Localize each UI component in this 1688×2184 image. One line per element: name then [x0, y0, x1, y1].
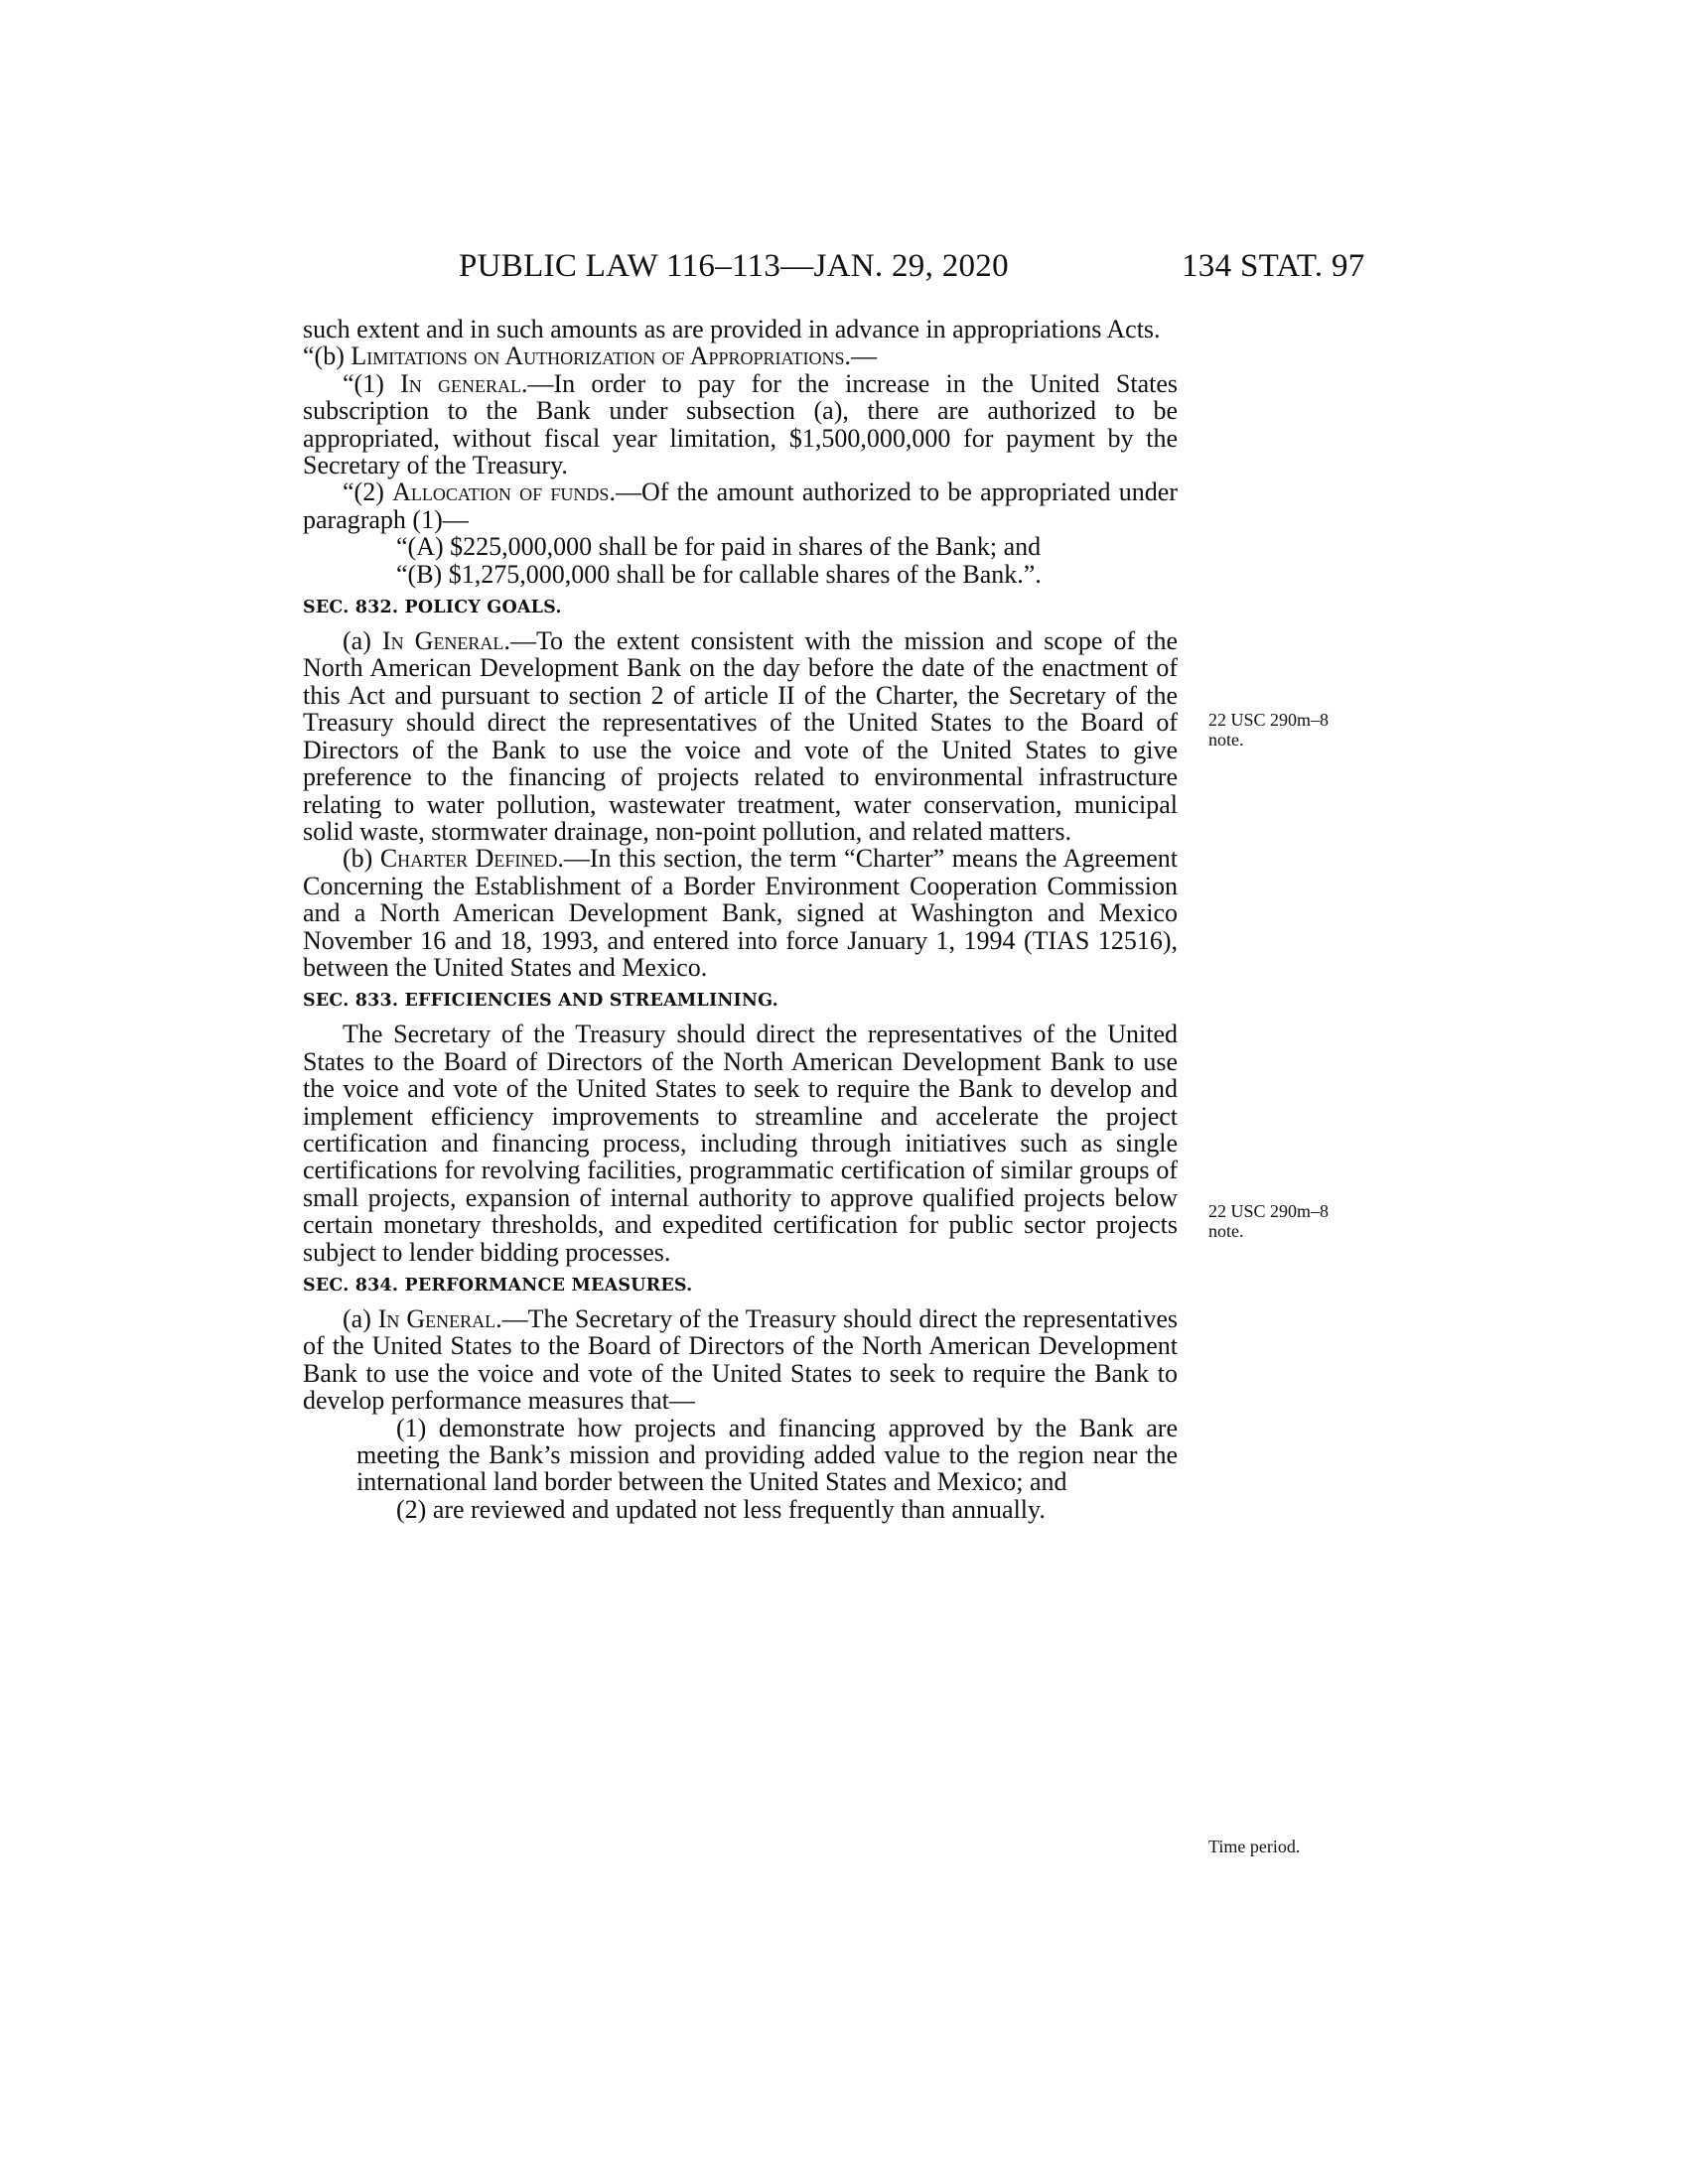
paragraph-b1 [303, 370, 1178, 479]
section-834-paragraph-1: (1) demonstrate how projects and financing approved by the Bank are meeting the Bank’s mission and providing added value to the region near the international land border between the United States and Mexico; and [356, 1413, 1178, 1497]
section-834-a-text: .—The Secretary of the Treasury should direct the representatives of the United States to the Board of Directors of the North American Development Bank to use the voice and vote of the United States to seek to require the Bank to develop performance measures that— [303, 1304, 1179, 1416]
section-832-a [303, 627, 1178, 845]
section-832-b-prefix: (b) [343, 844, 380, 874]
section-834-heading: SEC. 834. PERFORMANCE MEASURES. [303, 1276, 693, 1296]
section-834-a [303, 1305, 1178, 1415]
subsection-b [303, 342, 1178, 369]
margin-note-sec833-line2: note. [1208, 1221, 1244, 1241]
subsection-b-heading: Limitations on Authorization of Appropriations [351, 341, 845, 371]
body-column [303, 316, 1178, 1523]
section-832-a-heading: In General [381, 626, 504, 656]
paragraph-b2-heading: Allocation of funds [392, 478, 610, 507]
section-832-b-heading: Charter Defined [379, 844, 558, 874]
paragraph-b1-text: .—In order to pay for the increase in the United States subscription to the Bank under subsection (a), there are authorized to be appropriated, without fiscal year limitation, $1,500,000,000 for payment by the Secretary of the Treasury. [303, 368, 1179, 480]
subsection-b-prefix: “(b) [303, 341, 352, 371]
paragraph-b1-prefix: “(1) [343, 368, 401, 398]
subparagraph-B: “(B) $1,275,000,000 shall be for callable shares of the Bank.”. [396, 559, 1042, 589]
paragraph-b2-text: .—Of the amount authorized to be appropriated under paragraph (1)— [303, 478, 1178, 534]
paragraph-b1-heading: In general [400, 368, 521, 398]
header-title: PUBLIC LAW 116–113—JAN. 29, 2020 [459, 248, 1009, 284]
margin-note-sec832 [1208, 710, 1329, 750]
section-832-a-text: .—To the extent consistent with the mission and scope of the North American Development Bank on the day before the date of the enactment of this Act and pursuant to section 2 of article II of the Charter, the Secretary of the Treasury should direct the representatives of the United States to the Board of Directors of the Bank to use the voice and vote of the United States to give preference to the financing of projects related to environmental infrastructure relating to water pollution, wastewater treatment, water conservation, municipal solid waste, stormwater drainage, non-point pollution, and related matters. [303, 626, 1179, 846]
section-834-paragraph-2: (2) are reviewed and updated not less frequently than annually. [396, 1494, 1046, 1524]
section-832-b-text: .—In this section, the term “Charter” means the Agreement Concerning the Establishment of a Border Environment Cooperation Commission and a North American Development Bank, signed at Washington and Mexico November 16 and 18, 1993, and entered into force January 1, 1994 (TIAS 12516), between the United States and Mexico. [303, 844, 1178, 982]
margin-note-sec833 [1208, 1201, 1329, 1241]
paragraph-b2 [303, 478, 1178, 533]
margin-note-sec833-line1: 22 USC 290m–8 [1208, 1201, 1330, 1221]
subsection-b-dash: .— [844, 341, 877, 371]
subparagraph-A: “(A) $225,000,000 shall be for paid in shares of the Bank; and [396, 532, 1042, 562]
paragraph-b2-prefix: “(2) [343, 478, 393, 507]
paragraph-continuation: such extent and in such amounts as are provided in advance in appropriations Acts. [303, 315, 1161, 343]
section-833-text: The Secretary of the Treasury should direct the representatives of the United States to the Board of Directors of the North American Development Bank to use the voice and vote of the United States to seek to require the Bank to develop and implement efficiency improvements to streamline and accelerate the project certification and financing process, including through initiatives such as single certifications for revolving facilities, programmatic certification of similar groups of small projects, expansion of internal authority to approve qualified projects below certain monetary thresholds, and expedited certification for public sector projects subject to lender bidding processes. [303, 1020, 1178, 1267]
margin-note-sec832-line2: note. [1208, 730, 1244, 750]
section-834-a-heading: In General [377, 1304, 496, 1333]
margin-note-sec832-line1: 22 USC 290m–8 [1208, 710, 1330, 730]
section-834-a-prefix: (a) [343, 1304, 378, 1333]
margin-note-sec834: Time period. [1208, 1837, 1301, 1856]
section-832-a-prefix: (a) [343, 626, 382, 656]
header-page-number: 134 STAT. 97 [1182, 248, 1365, 284]
section-832-heading: SEC. 832. POLICY GOALS. [303, 598, 562, 618]
section-832-b [303, 845, 1178, 981]
section-833-heading: SEC. 833. EFFICIENCIES AND STREAMLINING. [303, 991, 778, 1012]
